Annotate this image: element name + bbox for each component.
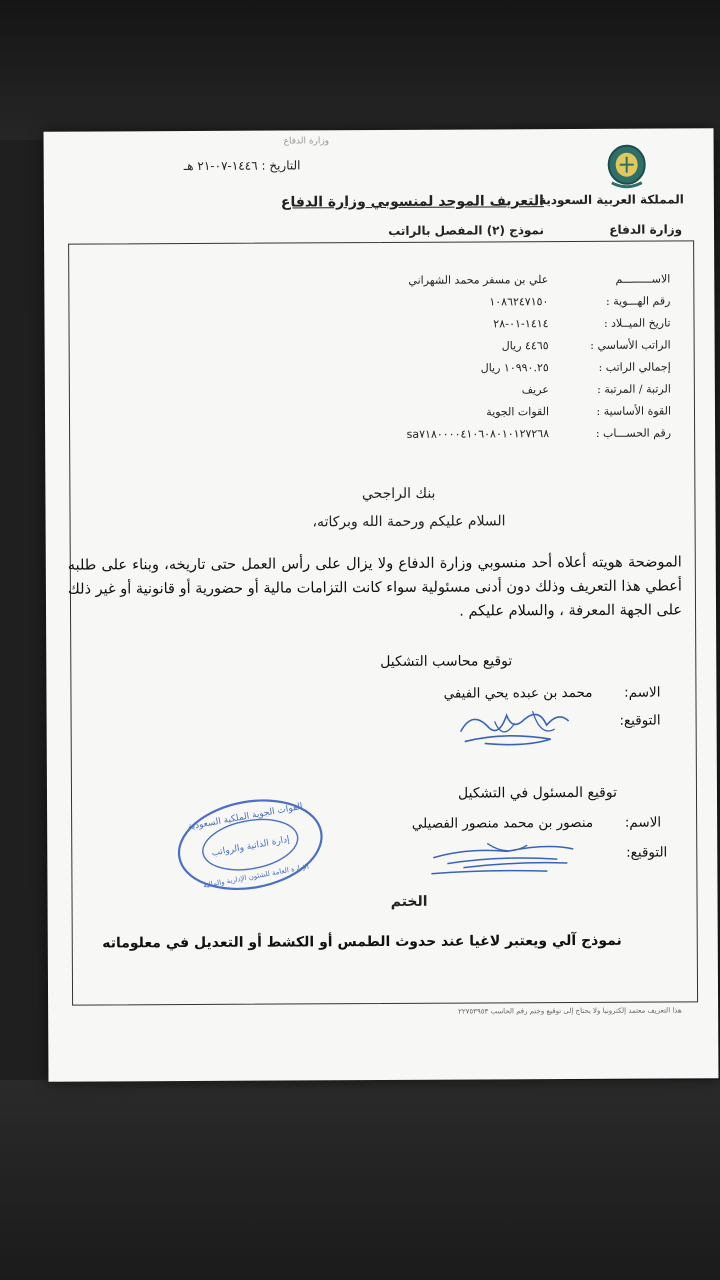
field-row-name bbox=[110, 272, 670, 297]
background-top bbox=[0, 0, 720, 140]
footer-note: هذا التعريف معتمد إلكترونيا ولا يحتاج إلى توقيع وختم رقم الحاسب ٢٢٧٥٣٩٥٣ bbox=[458, 1006, 682, 1016]
date-line bbox=[184, 158, 301, 173]
official-signature-icon bbox=[427, 833, 579, 878]
field-value: sa٧١٨٠٠٠٠٤١٠٦٠٨٠١٠١٢٧٢٦٨ bbox=[406, 427, 550, 441]
field-label: رقم الحســـاب : bbox=[595, 426, 672, 440]
letter-body: الموضحة هويته أعلاه أحد منسوبي وزارة الدفاع ولا يزال على رأس العمل حتى تاريخه، وبناء على طلبه أعطي هذا التعريف وذلك دون أدنى مسئولية سواء كانت التزامات مالية أو حضورية أو قانونية أو غير ذلك على الجهة المعرفة ، والسلام عليكم . bbox=[67, 554, 683, 620]
field-label: تاريخ الميــلاد : bbox=[603, 316, 671, 330]
accountant-signature-label: التوقيع: bbox=[619, 712, 661, 729]
field-value: ١٠٩٩٠.٢٥ ريال bbox=[480, 361, 549, 375]
kingdom-name: المملكة العربية السعودية bbox=[539, 192, 684, 208]
field-row-birthdate bbox=[111, 316, 671, 341]
field-label: الراتب الأساسي : bbox=[590, 338, 671, 352]
field-row-force bbox=[111, 404, 671, 429]
field-label: إجمالي الراتب : bbox=[598, 360, 671, 374]
disclaimer-note: نموذج آلي ويعتبر لاغيا عند حدوث الطمس أو الكشط أو التعديل في معلوماته bbox=[102, 932, 622, 952]
field-value: ١٤١٤-٠١-٢٨ bbox=[493, 317, 549, 331]
accountant-signature-icon bbox=[455, 701, 575, 750]
field-value: عريف bbox=[521, 383, 549, 397]
official-name: منصور بن محمد منصور الفصيلي bbox=[411, 814, 594, 832]
ministry-name: وزارة الدفاع bbox=[609, 222, 683, 237]
accountant-name-label: الاسم: bbox=[624, 684, 661, 701]
date-label: التاريخ : bbox=[261, 158, 301, 173]
field-label: رقم الهـــوية : bbox=[605, 294, 671, 308]
faint-header-text: وزارة الدفاع bbox=[283, 136, 330, 147]
date-value: ١٤٤٦-٠٧-٢١ هـ bbox=[183, 158, 258, 174]
stamp-line3: الإدارة العامة للشئون الإدارية والمالية bbox=[202, 862, 310, 890]
field-row-id bbox=[110, 294, 670, 319]
official-signature-label: التوقيع: bbox=[626, 844, 668, 861]
stamp-line2: إدارة الذاتية والرواتب bbox=[210, 834, 291, 859]
field-row-basic-salary bbox=[111, 338, 671, 363]
stamp-line1: القوات الجوية الملكية السعودية bbox=[187, 801, 304, 833]
official-heading: توقيع المسئول في التشكيل bbox=[457, 784, 618, 802]
field-row-rank bbox=[111, 382, 671, 407]
official-stamp-icon bbox=[175, 798, 325, 891]
document-subtitle: نموذج (٢) المفصل بالراتب bbox=[388, 223, 545, 238]
background-bottom bbox=[0, 1080, 720, 1280]
document-page bbox=[44, 128, 719, 1081]
field-value: ١٠٨٦٢٤٧١٥٠ bbox=[489, 295, 549, 309]
official-name-label: الاسم: bbox=[624, 814, 662, 831]
greeting: السلام عليكم ورحمة الله وبركاته، bbox=[312, 513, 506, 531]
field-row-total-salary bbox=[111, 360, 671, 385]
employee-fields bbox=[110, 272, 671, 451]
field-label: القوة الأساسية : bbox=[596, 404, 672, 418]
seal-label: الختم bbox=[390, 893, 428, 910]
field-value: القوات الجوية bbox=[486, 405, 550, 419]
accountant-name: محمد بن عبده يحي الفيفي bbox=[443, 684, 593, 702]
bank-name: بنك الراجحي bbox=[361, 485, 436, 503]
accountant-heading: توقيع محاسب التشكيل bbox=[380, 653, 513, 671]
field-value: علي بن مسفر محمد الشهراني bbox=[408, 273, 549, 287]
ministry-emblem-icon bbox=[604, 143, 650, 191]
document-title: التعريف الموحد لمنسوبي وزارة الدفاع bbox=[280, 193, 544, 211]
field-label: الرتبة / المرتبة : bbox=[597, 382, 671, 396]
field-value: ٤٤٦٥ ريال bbox=[501, 339, 549, 353]
field-row-account bbox=[111, 426, 671, 451]
field-label: الاســـــــــم bbox=[615, 272, 671, 286]
